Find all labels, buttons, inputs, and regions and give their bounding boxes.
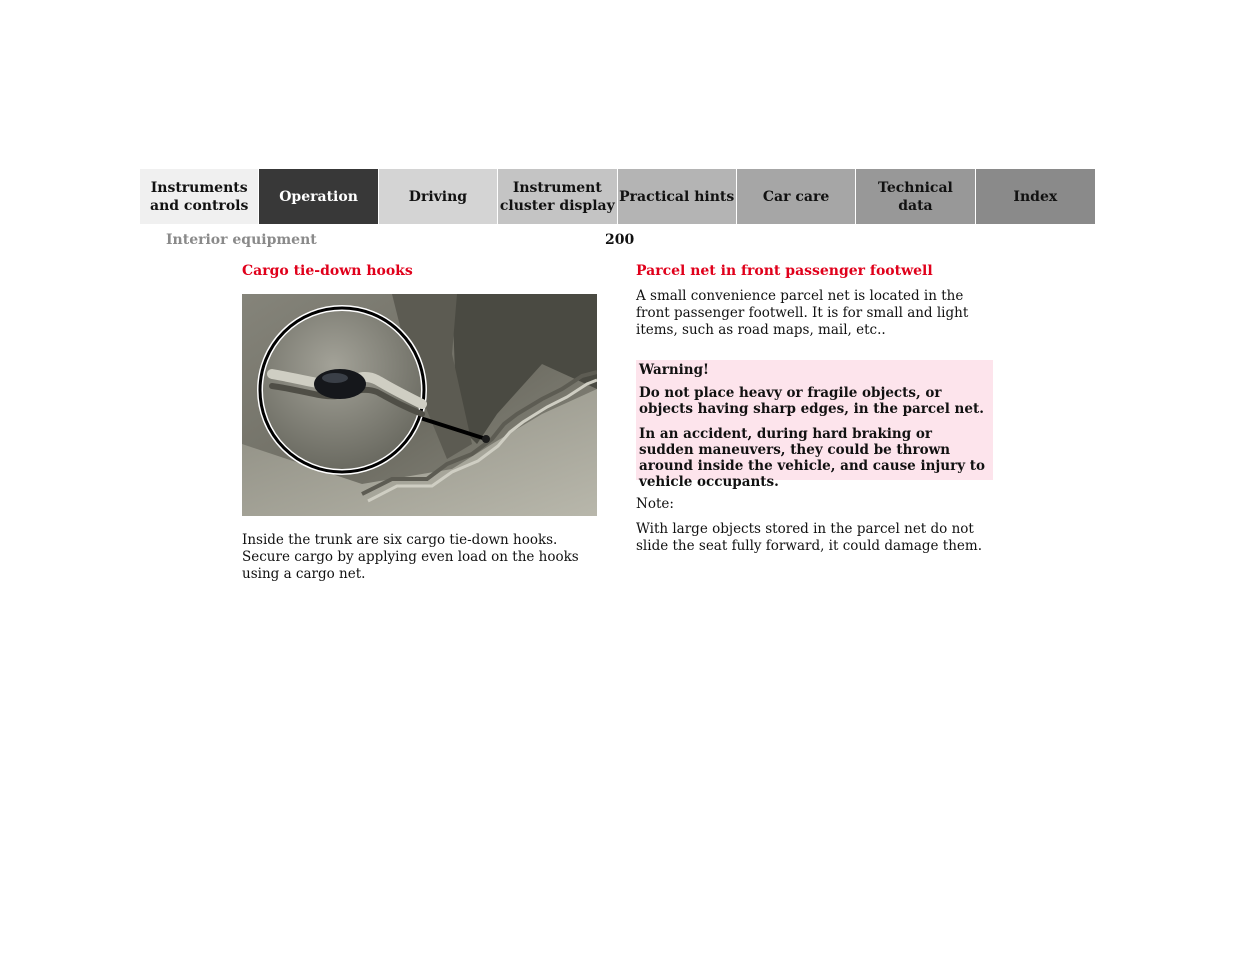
section-title: Interior equipment [166,232,317,248]
tab-operation[interactable] [259,169,378,224]
tab-label: Driving [408,188,468,205]
tab-driving[interactable] [379,169,498,224]
parcel-net-text: A small convenience parcel net is located in the front passenger footwell. It is for small and light items, such as road maps, mail, etc.. [636,288,969,338]
tab-label: Instruments and controls [150,179,249,214]
tab-instrument-cluster-display[interactable] [498,169,617,224]
tab-index[interactable] [976,169,1095,224]
tab-label: Instrument cluster display [499,179,615,214]
cargo-hook-illustration-icon [242,294,597,516]
note-text: With large objects stored in the parcel net do not slide the seat fully forward, it could damage them. [636,521,983,554]
tab-technical-data[interactable] [856,169,975,224]
cargo-hooks-heading: Cargo tie-down hooks [242,263,413,279]
warning-paragraph: Do not place heavy or fragile objects, or objects having sharp edges, in the parcel net. [639,385,984,417]
page-number: 200 [605,232,635,248]
tab-label: Operation [279,188,358,205]
cargo-hooks-text: Inside the trunk are six cargo tie-down hooks. Secure cargo by applying even load on the hooks using a cargo net. [242,532,579,582]
tab-instruments-and-controls[interactable] [140,169,259,224]
chapter-nav [140,169,1095,224]
tab-car-care[interactable] [737,169,856,224]
tab-label: Technical data [878,179,953,214]
parcel-net-heading: Parcel net in front passenger footwell [636,263,933,279]
note-label: Note: [636,496,674,512]
warning-paragraph: In an accident, during hard braking or sudden maneuvers, they could be thrown around inside the vehicle, and cause injury to vehicle occupants. [639,426,986,490]
tab-label: Practical hints [619,188,735,205]
tab-label: Car care [762,188,830,205]
tab-practical-hints[interactable] [618,169,737,224]
warning-title: Warning! [639,362,709,378]
warning-box [636,360,993,490]
tab-label: Index [1013,188,1058,205]
